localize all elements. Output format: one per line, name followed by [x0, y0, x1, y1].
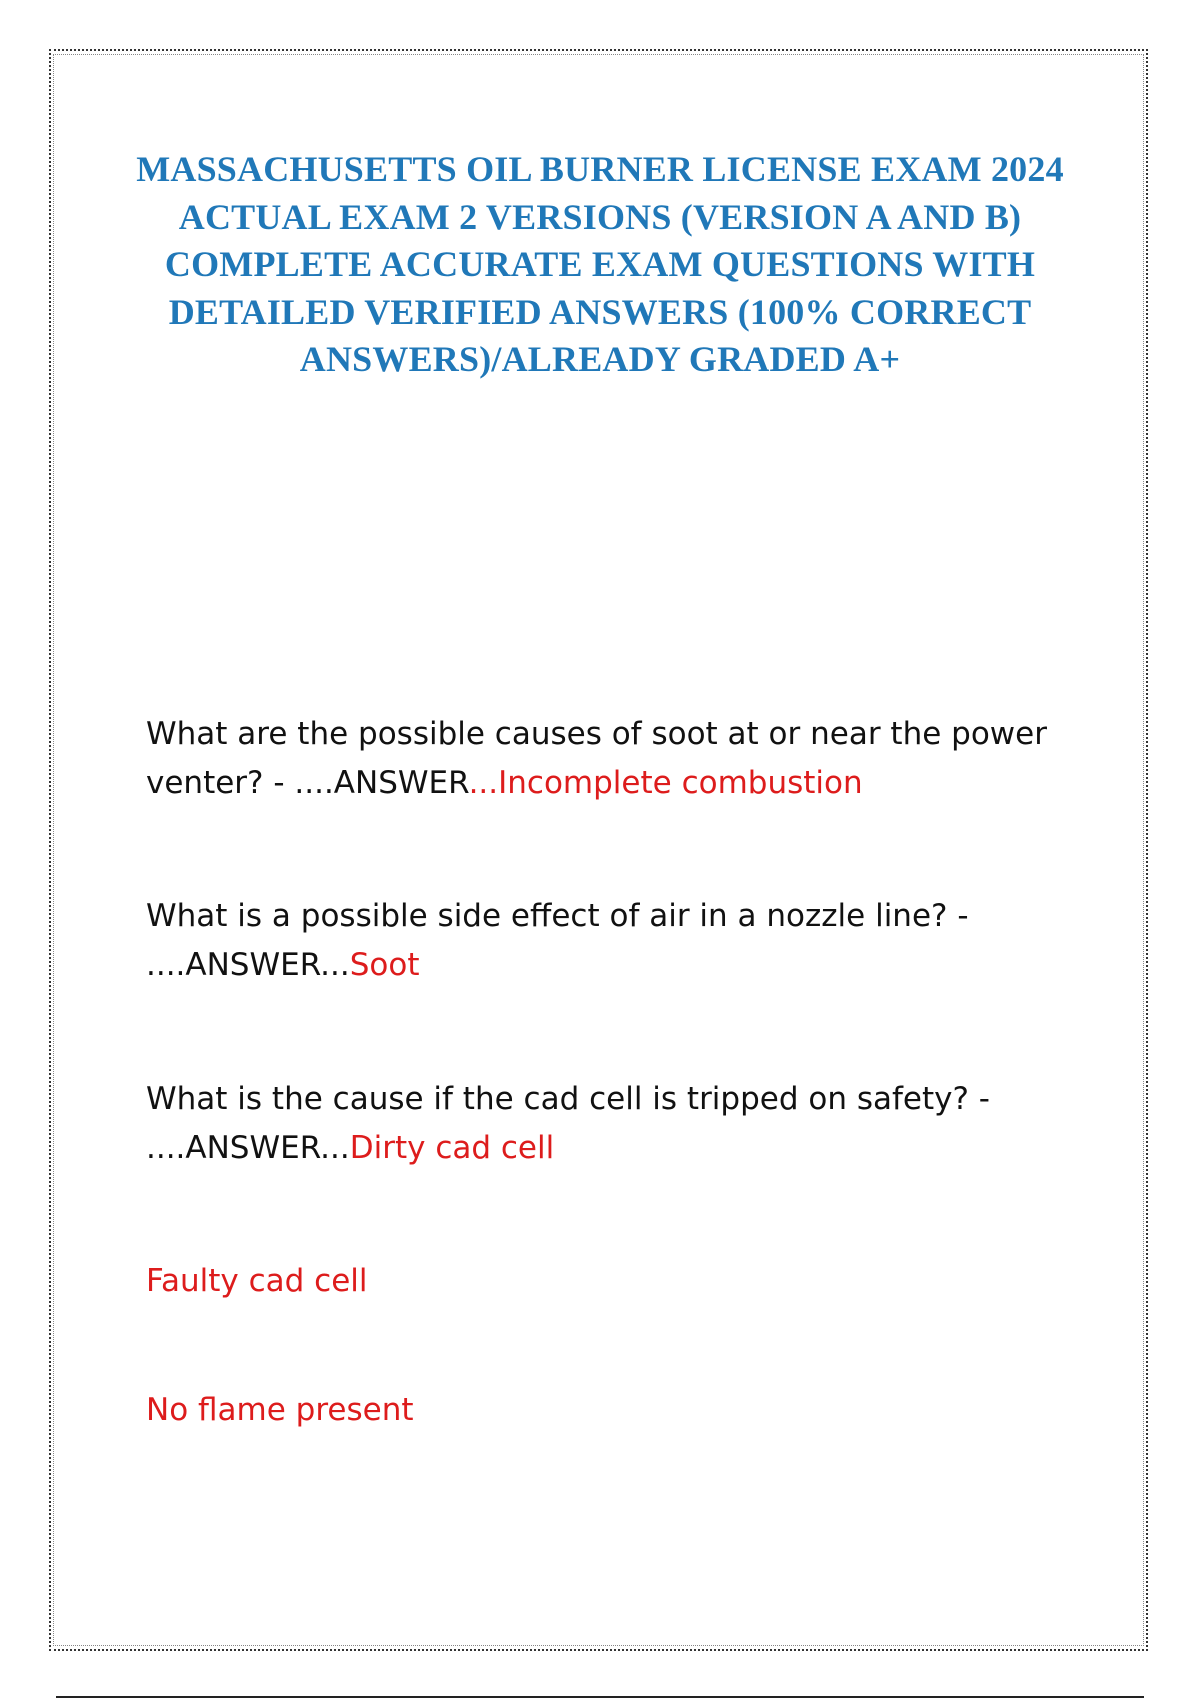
footer-rule [56, 1696, 1144, 1698]
question-text: What are the possible causes of soot at or near the power venter? - ....ANSWER [146, 716, 1047, 801]
qa-item-3 [146, 1075, 1066, 1173]
answer-text: Soot [349, 947, 420, 983]
extra-answer-2: No flame present [146, 1392, 414, 1428]
answer-text: Dirty cad cell [349, 1130, 555, 1166]
question-text: What is a possible side effect of air in a nozzle line? - ....ANSWER... [146, 898, 969, 983]
qa-item-1 [146, 710, 1066, 808]
qa-item-2 [146, 892, 1066, 990]
document-title: MASSACHUSETTS OIL BURNER LICENSE EXAM 2024 ACTUAL EXAM 2 VERSIONS (VERSION A AND B) COMPLETE ACCURATE EXAM QUESTIONS WITH DETAILED VERIFIED ANSWERS (100% CORRECT ANSWERS)/ALREADY GRADED A+ [136, 149, 1064, 379]
answer-text: ...Incomplete combustion [468, 765, 863, 801]
extra-answer-1: Faulty cad cell [146, 1263, 368, 1299]
question-text: What is the cause if the cad cell is tripped on safety? - ....ANSWER... [146, 1081, 990, 1166]
